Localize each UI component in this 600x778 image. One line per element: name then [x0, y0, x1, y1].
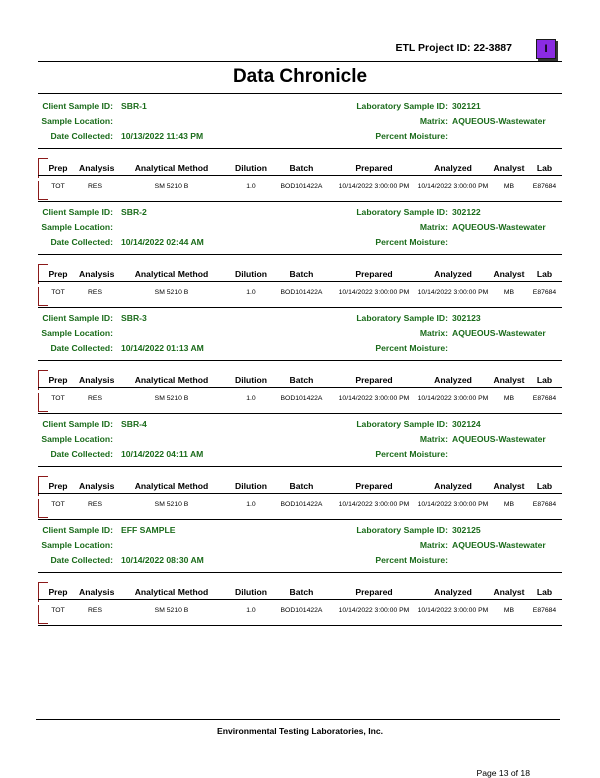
column-header-lab: Lab [536, 269, 553, 279]
header-rule [38, 61, 562, 62]
table-cell-dilution: 1.0 [246, 289, 256, 296]
lab-sample-id-value: 302124 [452, 419, 481, 429]
column-header-analysis: Analysis [79, 481, 115, 491]
column-header-lab: Lab [536, 481, 553, 491]
column-header-dilution: Dilution [235, 163, 267, 173]
table-cell-prepared: 10/14/2022 3:00:00 PM [338, 289, 410, 296]
sample-location-label: Sample Location: [41, 434, 113, 444]
matrix-label: Matrix: [419, 540, 448, 550]
percent-moisture-label: Percent Moisture: [375, 237, 448, 247]
column-header-prep: Prep [48, 269, 68, 279]
client-sample-id-label: Client Sample ID: [42, 525, 113, 535]
percent-moisture-label: Percent Moisture: [375, 449, 448, 459]
section-rule [38, 254, 562, 255]
table-cell-analyst: MB [503, 289, 515, 296]
column-header-analyst: Analyst [493, 163, 525, 173]
column-header-analysis: Analysis [79, 163, 115, 173]
table-cell-prepared: 10/14/2022 3:00:00 PM [338, 607, 410, 614]
table-cell-analyzed: 10/14/2022 3:00:00 PM [417, 607, 489, 614]
date-collected-label: Date Collected: [50, 131, 113, 141]
column-header-lab: Lab [536, 163, 553, 173]
row-margin-marker-tick [38, 582, 48, 583]
table-cell-dilution: 1.0 [246, 501, 256, 508]
section-rule [38, 466, 562, 467]
lab-sample-id-value: 302123 [452, 313, 481, 323]
column-header-dilution: Dilution [235, 269, 267, 279]
table-cell-dilution: 1.0 [246, 395, 256, 402]
page-number: Page 13 of 18 [476, 768, 530, 778]
matrix-label: Matrix: [419, 328, 448, 338]
date-collected-label: Date Collected: [50, 237, 113, 247]
table-cell-lab: E87684 [532, 607, 557, 614]
column-header-batch: Batch [289, 587, 314, 597]
table-cell-lab: E87684 [532, 395, 557, 402]
client-sample-id-label: Client Sample ID: [42, 101, 113, 111]
sample-location-label: Sample Location: [41, 328, 113, 338]
client-sample-id-value: EFF SAMPLE [121, 525, 176, 535]
table-cell-prep: TOT [51, 183, 65, 190]
column-header-prepared: Prepared [355, 163, 393, 173]
table-cell-prep: TOT [51, 395, 65, 402]
table-cell-lab: E87684 [532, 289, 557, 296]
column-header-analyzed: Analyzed [434, 269, 472, 279]
column-header-prepared: Prepared [355, 587, 393, 597]
matrix-value: AQUEOUS-Wastewater [452, 222, 546, 232]
sample-location-label: Sample Location: [41, 540, 113, 550]
lab-sample-id-value: 302122 [452, 207, 481, 217]
table-cell-batch: BOD101422A [280, 183, 323, 190]
column-header-rule [38, 281, 562, 282]
table-cell-analysis: RES [88, 395, 102, 402]
column-header-analyzed: Analyzed [434, 587, 472, 597]
sample-location-label: Sample Location: [41, 222, 113, 232]
client-sample-id-label: Client Sample ID: [42, 419, 113, 429]
table-cell-method: SM 5210 B [154, 395, 189, 402]
table-cell-batch: BOD101422A [280, 289, 323, 296]
row-margin-marker [38, 605, 39, 623]
table-cell-lab: E87684 [532, 501, 557, 508]
table-cell-prepared: 10/14/2022 3:00:00 PM [338, 501, 410, 508]
matrix-label: Matrix: [419, 222, 448, 232]
table-cell-analyzed: 10/14/2022 3:00:00 PM [417, 289, 489, 296]
table-cell-prep: TOT [51, 607, 65, 614]
lab-sample-id-label: Laboratory Sample ID: [356, 525, 448, 535]
client-sample-id-value: SBR-4 [121, 419, 147, 429]
row-margin-marker-tick [38, 517, 48, 518]
table-cell-analyst: MB [503, 501, 515, 508]
column-header-dilution: Dilution [235, 481, 267, 491]
column-header-prep: Prep [48, 163, 68, 173]
row-margin-marker-tick [38, 158, 48, 159]
table-cell-batch: BOD101422A [280, 501, 323, 508]
table-cell-batch: BOD101422A [280, 607, 323, 614]
table-cell-prep: TOT [51, 289, 65, 296]
column-header-rule [38, 599, 562, 600]
table-cell-batch: BOD101422A [280, 395, 323, 402]
table-cell-method: SM 5210 B [154, 183, 189, 190]
column-header-analysis: Analysis [79, 587, 115, 597]
lab-sample-id-label: Laboratory Sample ID: [356, 313, 448, 323]
section-rule [38, 148, 562, 149]
lab-sample-id-value: 302125 [452, 525, 481, 535]
table-cell-prepared: 10/14/2022 3:00:00 PM [338, 395, 410, 402]
date-collected-value: 10/14/2022 04:11 AM [121, 449, 204, 459]
column-header-analytical-method: Analytical Method [134, 163, 209, 173]
row-margin-marker-tick [38, 264, 48, 265]
column-header-analyst: Analyst [493, 375, 525, 385]
table-cell-method: SM 5210 B [154, 289, 189, 296]
row-margin-marker-tick [38, 476, 48, 477]
footer-company: Environmental Testing Laboratories, Inc. [216, 726, 384, 736]
table-cell-analyzed: 10/14/2022 3:00:00 PM [417, 501, 489, 508]
matrix-value: AQUEOUS-Wastewater [452, 328, 546, 338]
table-cell-analyzed: 10/14/2022 3:00:00 PM [417, 183, 489, 190]
table-cell-dilution: 1.0 [246, 607, 256, 614]
date-collected-value: 10/14/2022 01:13 AM [121, 343, 204, 353]
column-header-analytical-method: Analytical Method [134, 481, 209, 491]
date-collected-label: Date Collected: [50, 343, 113, 353]
table-cell-method: SM 5210 B [154, 607, 189, 614]
column-header-lab: Lab [536, 375, 553, 385]
section-rule [38, 572, 562, 573]
column-header-analytical-method: Analytical Method [134, 375, 209, 385]
column-header-rule [38, 387, 562, 388]
row-rule [38, 307, 562, 308]
footer-rule [36, 719, 560, 720]
row-margin-marker [38, 287, 39, 305]
column-header-batch: Batch [289, 481, 314, 491]
row-margin-marker-tick [38, 305, 48, 306]
table-cell-lab: E87684 [532, 183, 557, 190]
client-sample-id-value: SBR-3 [121, 313, 147, 323]
table-cell-analysis: RES [88, 183, 102, 190]
table-cell-dilution: 1.0 [246, 183, 256, 190]
matrix-value: AQUEOUS-Wastewater [452, 434, 546, 444]
date-collected-label: Date Collected: [50, 449, 113, 459]
matrix-value: AQUEOUS-Wastewater [452, 540, 546, 550]
table-cell-analysis: RES [88, 607, 102, 614]
percent-moisture-label: Percent Moisture: [375, 343, 448, 353]
date-collected-value: 10/13/2022 11:43 PM [121, 131, 204, 141]
column-header-batch: Batch [289, 163, 314, 173]
date-collected-label: Date Collected: [50, 555, 113, 565]
lab-sample-id-label: Laboratory Sample ID: [356, 207, 448, 217]
column-header-lab: Lab [536, 587, 553, 597]
date-collected-value: 10/14/2022 02:44 AM [121, 237, 204, 247]
column-header-prepared: Prepared [355, 481, 393, 491]
column-header-dilution: Dilution [235, 375, 267, 385]
lab-sample-id-label: Laboratory Sample ID: [356, 101, 448, 111]
row-margin-marker [38, 393, 39, 411]
column-header-analytical-method: Analytical Method [134, 587, 209, 597]
client-sample-id-label: Client Sample ID: [42, 207, 113, 217]
row-margin-marker-tick [38, 411, 48, 412]
row-rule [38, 413, 562, 414]
column-header-analyzed: Analyzed [434, 163, 472, 173]
column-header-batch: Batch [289, 375, 314, 385]
column-header-prep: Prep [48, 375, 68, 385]
column-header-analyst: Analyst [493, 481, 525, 491]
lab-sample-id-value: 302121 [452, 101, 481, 111]
table-cell-analyst: MB [503, 395, 515, 402]
title-rule [38, 93, 562, 94]
date-collected-value: 10/14/2022 08:30 AM [121, 555, 204, 565]
column-header-rule [38, 175, 562, 176]
column-header-rule [38, 493, 562, 494]
row-rule [38, 625, 562, 626]
column-header-dilution: Dilution [235, 587, 267, 597]
column-header-analyst: Analyst [493, 269, 525, 279]
page-title: Data Chronicle [232, 66, 368, 87]
column-header-prep: Prep [48, 587, 68, 597]
column-header-prepared: Prepared [355, 269, 393, 279]
column-header-analytical-method: Analytical Method [134, 269, 209, 279]
table-cell-analyst: MB [503, 607, 515, 614]
lab-sample-id-label: Laboratory Sample ID: [356, 419, 448, 429]
table-cell-method: SM 5210 B [154, 501, 189, 508]
client-sample-id-label: Client Sample ID: [42, 313, 113, 323]
table-cell-analysis: RES [88, 501, 102, 508]
column-header-analysis: Analysis [79, 375, 115, 385]
section-rule [38, 360, 562, 361]
page-badge: I [536, 39, 556, 59]
sample-location-label: Sample Location: [41, 116, 113, 126]
column-header-prepared: Prepared [355, 375, 393, 385]
row-margin-marker [38, 181, 39, 199]
table-cell-analyst: MB [503, 183, 515, 190]
column-header-analysis: Analysis [79, 269, 115, 279]
table-cell-prep: TOT [51, 501, 65, 508]
row-rule [38, 519, 562, 520]
table-cell-prepared: 10/14/2022 3:00:00 PM [338, 183, 410, 190]
matrix-label: Matrix: [419, 116, 448, 126]
project-id: ETL Project ID: 22-3887 [395, 42, 512, 54]
row-rule [38, 201, 562, 202]
row-margin-marker-tick [38, 199, 48, 200]
column-header-analyzed: Analyzed [434, 481, 472, 491]
column-header-analyst: Analyst [493, 587, 525, 597]
matrix-label: Matrix: [419, 434, 448, 444]
row-margin-marker [38, 499, 39, 517]
column-header-batch: Batch [289, 269, 314, 279]
percent-moisture-label: Percent Moisture: [375, 131, 448, 141]
client-sample-id-value: SBR-1 [121, 101, 147, 111]
matrix-value: AQUEOUS-Wastewater [452, 116, 546, 126]
column-header-analyzed: Analyzed [434, 375, 472, 385]
row-margin-marker-tick [38, 623, 48, 624]
table-cell-analyzed: 10/14/2022 3:00:00 PM [417, 395, 489, 402]
table-cell-analysis: RES [88, 289, 102, 296]
column-header-prep: Prep [48, 481, 68, 491]
client-sample-id-value: SBR-2 [121, 207, 147, 217]
percent-moisture-label: Percent Moisture: [375, 555, 448, 565]
row-margin-marker-tick [38, 370, 48, 371]
